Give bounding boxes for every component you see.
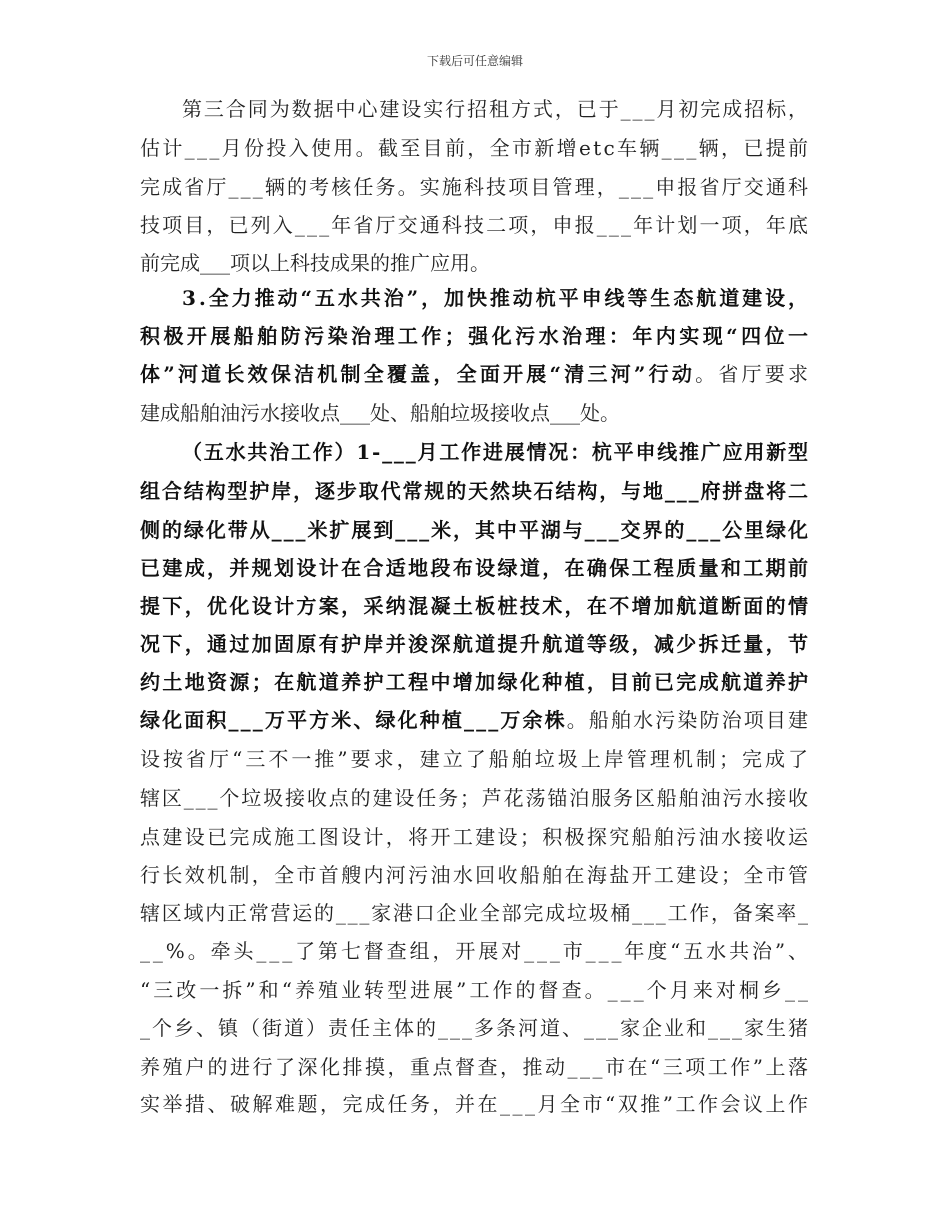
bold-text-run: 组合结构型护岸，逐步取代常规的天然块石结构，与地___府拼盘将二: [140, 479, 810, 503]
text-run: 建成船舶油污水接收点___处、船舶垃圾接收点___处。: [140, 401, 620, 425]
text-run: 养殖户的进行了深化排摸，重点督查，推动___市在“三项工作”上落: [140, 1055, 811, 1079]
text-line: [0, 1084, 950, 1124]
text-run: 。船舶水污染防治项目建: [566, 708, 811, 732]
text-run: “三改一拆”和“养殖业转型进展”工作的督查。___个月来对桐乡__: [140, 978, 812, 1002]
text-run: 前完成___项以上科技成果的推广应用。: [140, 251, 490, 275]
bold-text-run: 况下，通过加固原有护岸并浚深航道提升航道等级，减少拆迁量，节: [140, 632, 811, 656]
text-line: [0, 739, 950, 779]
text-run: 辖区___个垃圾接收点的建设任务；芦花荡锚泊服务区船舶油污水接收: [140, 786, 810, 810]
page-header: 下载后可任意编辑: [426, 54, 523, 68]
text-run: 点建设已完成施工图设计，将开工建设；积极探究船舶污油水接收运: [140, 825, 811, 849]
text-line: [0, 128, 950, 168]
text-line: [0, 243, 950, 283]
text-line: [0, 624, 950, 664]
text-run: 辖区域内正常营运的___家港口企业全部完成垃圾桶___工作，备案率_: [140, 901, 810, 925]
text-line: [0, 1008, 950, 1048]
text-line: [0, 205, 950, 245]
bold-text-run: 侧的绿化带从___米扩展到___米，其中平湖与___交界的___公里绿化: [140, 518, 810, 542]
text-line: [0, 510, 950, 550]
text-line: [0, 471, 950, 511]
text-line: [0, 893, 950, 933]
text-line: [0, 316, 950, 356]
text-run: _个乡、镇（街道）责任主体的___多条河道、___家企业和___家生猪: [140, 1016, 810, 1040]
text-line: [0, 278, 950, 318]
text-line: [0, 1047, 950, 1087]
text-run: 第三合同为数据中心建设实行招租方式，已于___月初完成招标，: [182, 97, 810, 121]
text-run: 估计___月份投入使用。截至目前，全市新增etc车辆___辆，已提前: [140, 136, 811, 160]
bold-text-run: 已建成，并规划设计在合适地段布设绿道，在确保工程质量和工期前: [140, 556, 811, 580]
text-line: [0, 432, 950, 472]
bold-text-run: 约土地资源；在航道养护工程中增加绿化种植，目前已完成航道养护: [140, 670, 811, 694]
text-run: __%。牵头___了第七督查组，开展对___市___年度“五水共治”、: [140, 939, 811, 963]
text-line: [0, 931, 950, 971]
text-run: 完成省厅___辆的考核任务。实施科技项目管理，___申报省厅交通科: [140, 175, 811, 199]
bold-text-run: 体”河道长效保洁机制全覆盖，全面开展“清三河”行动: [140, 362, 696, 386]
text-run: 技项目，已列入___年省厅交通科技二项，申报___年计划一项，年底: [140, 213, 811, 237]
text-run: 行长效机制，全市首艘内河污油水回收船舶在海盐开工建设；全市管: [140, 863, 811, 887]
text-line: [0, 700, 950, 740]
text-line: [0, 662, 950, 702]
text-line: [0, 586, 950, 626]
bold-text-run: 提下，优化设计方案，采纳混凝土板桩技术，在不增加航道断面的情: [140, 594, 811, 618]
text-run: 设按省厅“三不一推”要求，建立了船舶垃圾上岸管理机制；完成了: [140, 747, 812, 771]
text-line: [0, 817, 950, 857]
text-line: [0, 89, 950, 129]
text-line: [0, 855, 950, 895]
text-line: [0, 354, 950, 394]
text-run: 。省厅要求: [695, 362, 812, 386]
bold-text-run: 绿化面积___万平方米、绿化种植___万余株: [140, 708, 567, 732]
bold-text-run: 积极开展船舶防污染治理工作；强化污水治理：年内实现“四位一: [140, 324, 812, 348]
text-line: [0, 778, 950, 818]
bold-text-run: 3.全力推动“五水共治”，加快推动杭平申线等生态航道建设，: [182, 286, 811, 310]
text-run: 实举措、破解难题，完成任务，并在___月全市“双推”工作会议上作: [140, 1092, 811, 1116]
text-line: [0, 167, 950, 207]
text-line: [0, 548, 950, 588]
text-line: [0, 970, 950, 1010]
text-line: [0, 393, 950, 433]
bold-text-run: （五水共治工作）1-___月工作进展情况：杭平申线推广应用新型: [182, 440, 810, 464]
